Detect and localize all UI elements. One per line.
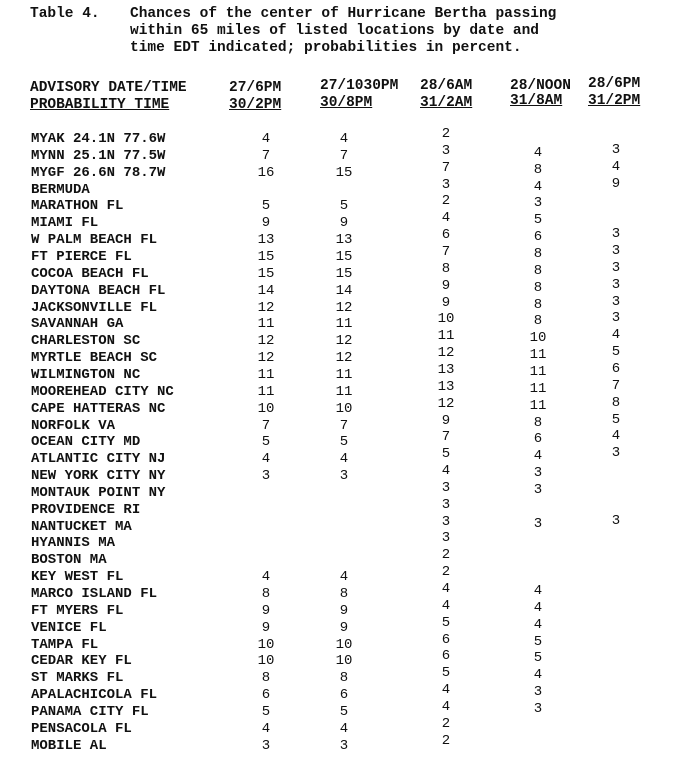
probability-value-col1: 12 <box>257 350 275 367</box>
probability-value-col1: 5 <box>261 198 271 215</box>
probability-value-col2: 9 <box>339 602 349 619</box>
probability-value-col2: 10 <box>335 653 353 670</box>
probability-value-col2: 10 <box>335 400 353 417</box>
probability-value-col3: 2 <box>441 193 451 210</box>
location-name: APALACHICOLA FL <box>31 687 158 704</box>
probability-value-col5: 3 <box>611 445 621 462</box>
probability-value-col1: 15 <box>257 265 275 282</box>
probability-value-col5: 7 <box>611 377 621 394</box>
probability-value-col4: 3 <box>533 481 543 498</box>
location-name: ATLANTIC CITY NJ <box>31 451 166 468</box>
location-name: BOSTON MA <box>31 552 107 569</box>
table-row <box>0 158 685 182</box>
location-name: MOOREHEAD CITY NC <box>31 383 174 400</box>
probability-value-col3: 4 <box>441 581 451 597</box>
probability-value-col4: 6 <box>533 229 543 246</box>
probability-value-col2: 10 <box>335 636 353 653</box>
probability-value-col3: 9 <box>441 277 451 294</box>
probability-value-col4: 8 <box>533 262 543 279</box>
location-name: FT MYERS FL <box>31 602 124 619</box>
probability-value-col1: 5 <box>261 703 271 720</box>
location-name: MYRTLE BEACH SC <box>31 350 158 367</box>
probability-value-col4: 5 <box>533 650 543 667</box>
probability-value-col4: 3 <box>533 465 543 481</box>
probability-value-col1: 7 <box>261 417 271 434</box>
location-name: CEDAR KEY FL <box>31 653 132 670</box>
table-row <box>0 463 685 485</box>
probability-value-col3: 2 <box>441 126 451 142</box>
location-name: FT PIERCE FL <box>31 249 132 265</box>
table-row <box>0 547 685 569</box>
probability-value-col3: 2 <box>441 564 451 581</box>
probability-value-col3: 5 <box>441 446 451 463</box>
probability-value-col4: 4 <box>533 599 543 616</box>
probability-value-col3: 8 <box>441 260 451 277</box>
probability-value-col4: 4 <box>533 616 543 633</box>
probability-value-col5: 4 <box>611 158 621 175</box>
table-row <box>0 581 685 603</box>
location-name: PANAMA CITY FL <box>31 703 149 720</box>
probability-value-col4: 8 <box>533 279 543 296</box>
probability-value-col1: 9 <box>261 602 271 619</box>
table-row <box>0 715 685 738</box>
advisory-time-col4: 28/NOON <box>510 78 571 94</box>
probability-value-col1: 4 <box>261 720 271 737</box>
table-row <box>0 327 685 350</box>
probability-value-col3: 6 <box>441 227 451 244</box>
location-name: OCEAN CITY MD <box>31 434 141 451</box>
probability-value-col2: 15 <box>335 265 353 282</box>
probability-value-col3: 9 <box>441 412 451 429</box>
probability-value-col1: 10 <box>257 400 275 417</box>
location-name: PROVIDENCE RI <box>31 501 141 518</box>
probability-value-col1: 14 <box>257 282 275 299</box>
advisory-time-col1: 27/6PM <box>229 80 282 96</box>
probability-value-col3: 7 <box>441 159 451 176</box>
probability-value-col1: 5 <box>261 434 271 451</box>
probability-value-col2: 4 <box>339 569 349 586</box>
probability-value-col5: 3 <box>611 310 621 327</box>
probability-value-col3: 12 <box>437 345 455 362</box>
location-name: CAPE HATTERAS NC <box>31 400 166 417</box>
probability-value-col5: 5 <box>611 344 621 361</box>
probability-value-col2: 14 <box>335 282 353 299</box>
table-row <box>0 377 685 401</box>
location-name: W PALM BEACH FL <box>31 232 158 249</box>
probability-time-col3: 31/2AM <box>420 95 473 111</box>
probability-value-col2: 5 <box>339 703 349 720</box>
probability-value-col4: 3 <box>533 515 543 532</box>
probability-time-col5: 31/2PM <box>588 93 641 109</box>
location-name: MYAK 24.1N 77.6W <box>31 131 166 147</box>
table-row <box>0 496 685 519</box>
probability-value-col4: 8 <box>533 161 543 178</box>
advisory-time-col5: 28/6PM <box>588 76 641 92</box>
probability-value-col4: 11 <box>529 380 547 397</box>
table-row <box>0 141 685 165</box>
probability-time-col4: 31/8AM <box>510 93 563 109</box>
probability-value-col3: 7 <box>441 429 451 446</box>
probability-value-col1: 16 <box>257 164 275 181</box>
table-row <box>0 243 685 266</box>
probability-value-col1: 8 <box>261 670 271 687</box>
caption-line: Chances of the center of Hurricane Bertha passing <box>130 6 557 22</box>
probability-value-col1: 8 <box>261 586 271 602</box>
probability-value-col3: 13 <box>437 361 455 378</box>
table-row <box>0 310 685 333</box>
table-row <box>0 259 685 283</box>
location-name: KEY WEST FL <box>31 569 124 586</box>
table-row <box>0 631 685 654</box>
probability-value-col1: 4 <box>261 131 271 147</box>
probability-value-col4: 4 <box>533 667 543 684</box>
probability-time-col1: 30/2PM <box>229 97 282 113</box>
probability-value-col2: 7 <box>339 417 349 434</box>
probability-value-col1: 11 <box>257 366 275 383</box>
probability-header-label: PROBABILITY TIME <box>30 97 170 113</box>
table-row <box>0 530 685 552</box>
probability-value-col5: 3 <box>611 512 621 529</box>
table-row <box>0 126 685 148</box>
location-name: BERMUDA <box>31 181 90 198</box>
probability-value-col4: 5 <box>533 212 543 229</box>
probability-value-col1: 3 <box>261 737 271 754</box>
probability-value-col3: 4 <box>441 682 451 699</box>
probability-value-col3: 2 <box>441 715 451 732</box>
table-row <box>0 614 685 637</box>
probability-value-col4: 8 <box>533 246 543 262</box>
probability-value-col2: 9 <box>339 619 349 636</box>
probability-value-col1: 12 <box>257 299 275 316</box>
probability-value-col3: 2 <box>441 547 451 564</box>
probability-value-col3: 13 <box>437 378 455 395</box>
location-name: TAMPA FL <box>31 636 99 653</box>
location-name: MIAMI FL <box>31 215 99 232</box>
table-label: Table 4. <box>30 6 100 22</box>
probability-value-col5: 3 <box>611 293 621 310</box>
probability-value-col3: 6 <box>441 648 451 665</box>
probability-value-col2: 12 <box>335 333 353 350</box>
table-row <box>0 597 685 620</box>
probability-value-col2: 5 <box>339 434 349 451</box>
location-name: PENSACOLA FL <box>31 720 132 737</box>
probability-value-col1: 10 <box>257 636 275 653</box>
probability-value-col1: 4 <box>261 569 271 586</box>
probability-value-col5: 3 <box>611 141 621 158</box>
probability-value-col2: 3 <box>339 468 349 484</box>
probability-value-col4: 8 <box>533 296 543 313</box>
probability-value-col2: 12 <box>335 299 353 316</box>
probability-value-col1: 9 <box>261 215 271 232</box>
probability-value-col5: 4 <box>611 428 621 445</box>
probability-value-col1: 11 <box>257 383 275 400</box>
table-row <box>0 445 685 468</box>
probability-value-col5: 6 <box>611 360 621 377</box>
probability-value-col3: 10 <box>437 311 455 328</box>
probability-value-col5: 3 <box>611 243 621 259</box>
probability-value-col2: 5 <box>339 198 349 215</box>
location-name: COCOA BEACH FL <box>31 265 149 282</box>
probability-value-col5: 5 <box>611 411 621 428</box>
probability-value-col4: 11 <box>529 397 547 414</box>
location-name: CHARLESTON SC <box>31 333 141 350</box>
probability-value-col4: 5 <box>533 633 543 650</box>
table-row <box>0 682 685 704</box>
table-row <box>0 394 685 418</box>
probability-value-col2: 7 <box>339 147 349 164</box>
location-name: DAYTONA BEACH FL <box>31 282 166 299</box>
probability-value-col3: 12 <box>437 395 455 412</box>
probability-value-col3: 3 <box>441 176 451 193</box>
table-row <box>0 665 685 687</box>
probability-value-col1: 6 <box>261 687 271 704</box>
location-name: MYNN 25.1N 77.5W <box>31 147 166 164</box>
probability-value-col4: 3 <box>533 700 543 717</box>
probability-value-col1: 12 <box>257 333 275 350</box>
probability-value-col1: 13 <box>257 232 275 249</box>
probability-value-col2: 11 <box>335 383 353 400</box>
probability-value-col3: 3 <box>441 530 451 547</box>
probability-value-col5: 9 <box>611 175 621 192</box>
table-row <box>0 344 685 367</box>
location-name: NEW YORK CITY NY <box>31 468 166 484</box>
advisory-header-label: ADVISORY DATE/TIME <box>30 80 187 96</box>
probability-value-col2: 4 <box>339 131 349 147</box>
location-name: MYGF 26.6N 78.7W <box>31 164 166 181</box>
table-row <box>0 479 685 502</box>
probability-value-col2: 15 <box>335 249 353 265</box>
probability-value-col4: 6 <box>533 431 543 448</box>
location-name: HYANNIS MA <box>31 535 116 552</box>
table-row <box>0 175 685 199</box>
probability-value-col4: 4 <box>533 178 543 195</box>
location-name: JACKSONVILLE FL <box>31 299 158 316</box>
probability-value-col3: 11 <box>437 328 455 345</box>
probability-value-col2: 12 <box>335 350 353 367</box>
table-row <box>0 210 685 232</box>
location-name: MARATHON FL <box>31 198 124 215</box>
probability-value-col1: 10 <box>257 653 275 670</box>
probability-value-col3: 3 <box>441 479 451 496</box>
probability-value-col3: 4 <box>441 463 451 479</box>
location-name: VENICE FL <box>31 619 107 636</box>
probability-value-col2: 11 <box>335 366 353 383</box>
advisory-time-col2: 27/1030PM <box>320 78 399 94</box>
probability-value-col1: 15 <box>257 249 275 265</box>
probability-value-col2: 4 <box>339 451 349 468</box>
table-row <box>0 648 685 670</box>
table-row <box>0 276 685 300</box>
probability-value-col2: 15 <box>335 164 353 181</box>
probability-value-col1: 9 <box>261 619 271 636</box>
location-name: MOBILE AL <box>31 737 107 754</box>
probability-value-col1: 4 <box>261 451 271 468</box>
probability-value-col4: 11 <box>529 347 547 364</box>
probability-value-col5: 3 <box>611 226 621 243</box>
table-row <box>0 411 685 435</box>
probability-value-col5: 8 <box>611 394 621 411</box>
location-name: WILMINGTON NC <box>31 366 141 383</box>
probability-value-col2: 3 <box>339 737 349 754</box>
table-row <box>0 698 685 721</box>
probability-value-col4: 4 <box>533 448 543 465</box>
probability-value-col4: 8 <box>533 414 543 431</box>
probability-value-col3: 2 <box>441 732 451 749</box>
location-name: MARCO ISLAND FL <box>31 586 158 602</box>
caption-line: time EDT indicated; probabilities in percent. <box>130 40 522 56</box>
location-name: NANTUCKET MA <box>31 518 132 535</box>
table-row <box>0 193 685 215</box>
table-row <box>0 293 685 317</box>
probability-time-col2: 30/8PM <box>320 95 373 111</box>
location-name: SAVANNAH GA <box>31 316 124 333</box>
location-name: ST MARKS FL <box>31 670 124 687</box>
probability-value-col3: 5 <box>441 665 451 682</box>
probability-value-col2: 13 <box>335 232 353 249</box>
probability-value-col5: 3 <box>611 259 621 276</box>
probability-value-col5: 3 <box>611 276 621 293</box>
probability-value-col1: 7 <box>261 147 271 164</box>
probability-value-col3: 5 <box>441 614 451 631</box>
probability-value-col4: 4 <box>533 583 543 599</box>
location-name: MONTAUK POINT NY <box>31 484 166 501</box>
probability-value-col3: 9 <box>441 294 451 311</box>
probability-value-col2: 4 <box>339 720 349 737</box>
table-row <box>0 226 685 249</box>
probability-value-col3: 4 <box>441 210 451 227</box>
probability-value-col4: 10 <box>529 330 547 347</box>
probability-value-col3: 3 <box>441 513 451 530</box>
probability-value-col4: 8 <box>533 313 543 330</box>
probability-value-col3: 4 <box>441 597 451 614</box>
table-row <box>0 564 685 586</box>
probability-value-col3: 4 <box>441 698 451 715</box>
probability-value-col2: 6 <box>339 687 349 704</box>
probability-value-col2: 9 <box>339 215 349 232</box>
probability-value-col2: 8 <box>339 670 349 687</box>
probability-value-col3: 3 <box>441 496 451 513</box>
probability-value-col2: 8 <box>339 586 349 602</box>
probability-value-col4: 3 <box>533 195 543 212</box>
table-row <box>0 732 685 755</box>
probability-value-col4: 3 <box>533 684 543 701</box>
probability-value-col3: 6 <box>441 631 451 648</box>
table-row <box>0 512 685 536</box>
probability-value-col3: 7 <box>441 244 451 260</box>
table-row <box>0 360 685 384</box>
advisory-time-col3: 28/6AM <box>420 78 473 94</box>
table-row <box>0 428 685 451</box>
probability-value-col4: 11 <box>529 363 547 380</box>
probability-value-col3: 3 <box>441 142 451 159</box>
probability-value-col1: 3 <box>261 468 271 484</box>
caption-line: within 65 miles of listed locations by date and <box>130 23 539 39</box>
probability-value-col1: 11 <box>257 316 275 333</box>
location-name: NORFOLK VA <box>31 417 116 434</box>
probability-value-col4: 4 <box>533 144 543 161</box>
probability-value-col5: 4 <box>611 327 621 344</box>
probability-value-col2: 11 <box>335 316 353 333</box>
